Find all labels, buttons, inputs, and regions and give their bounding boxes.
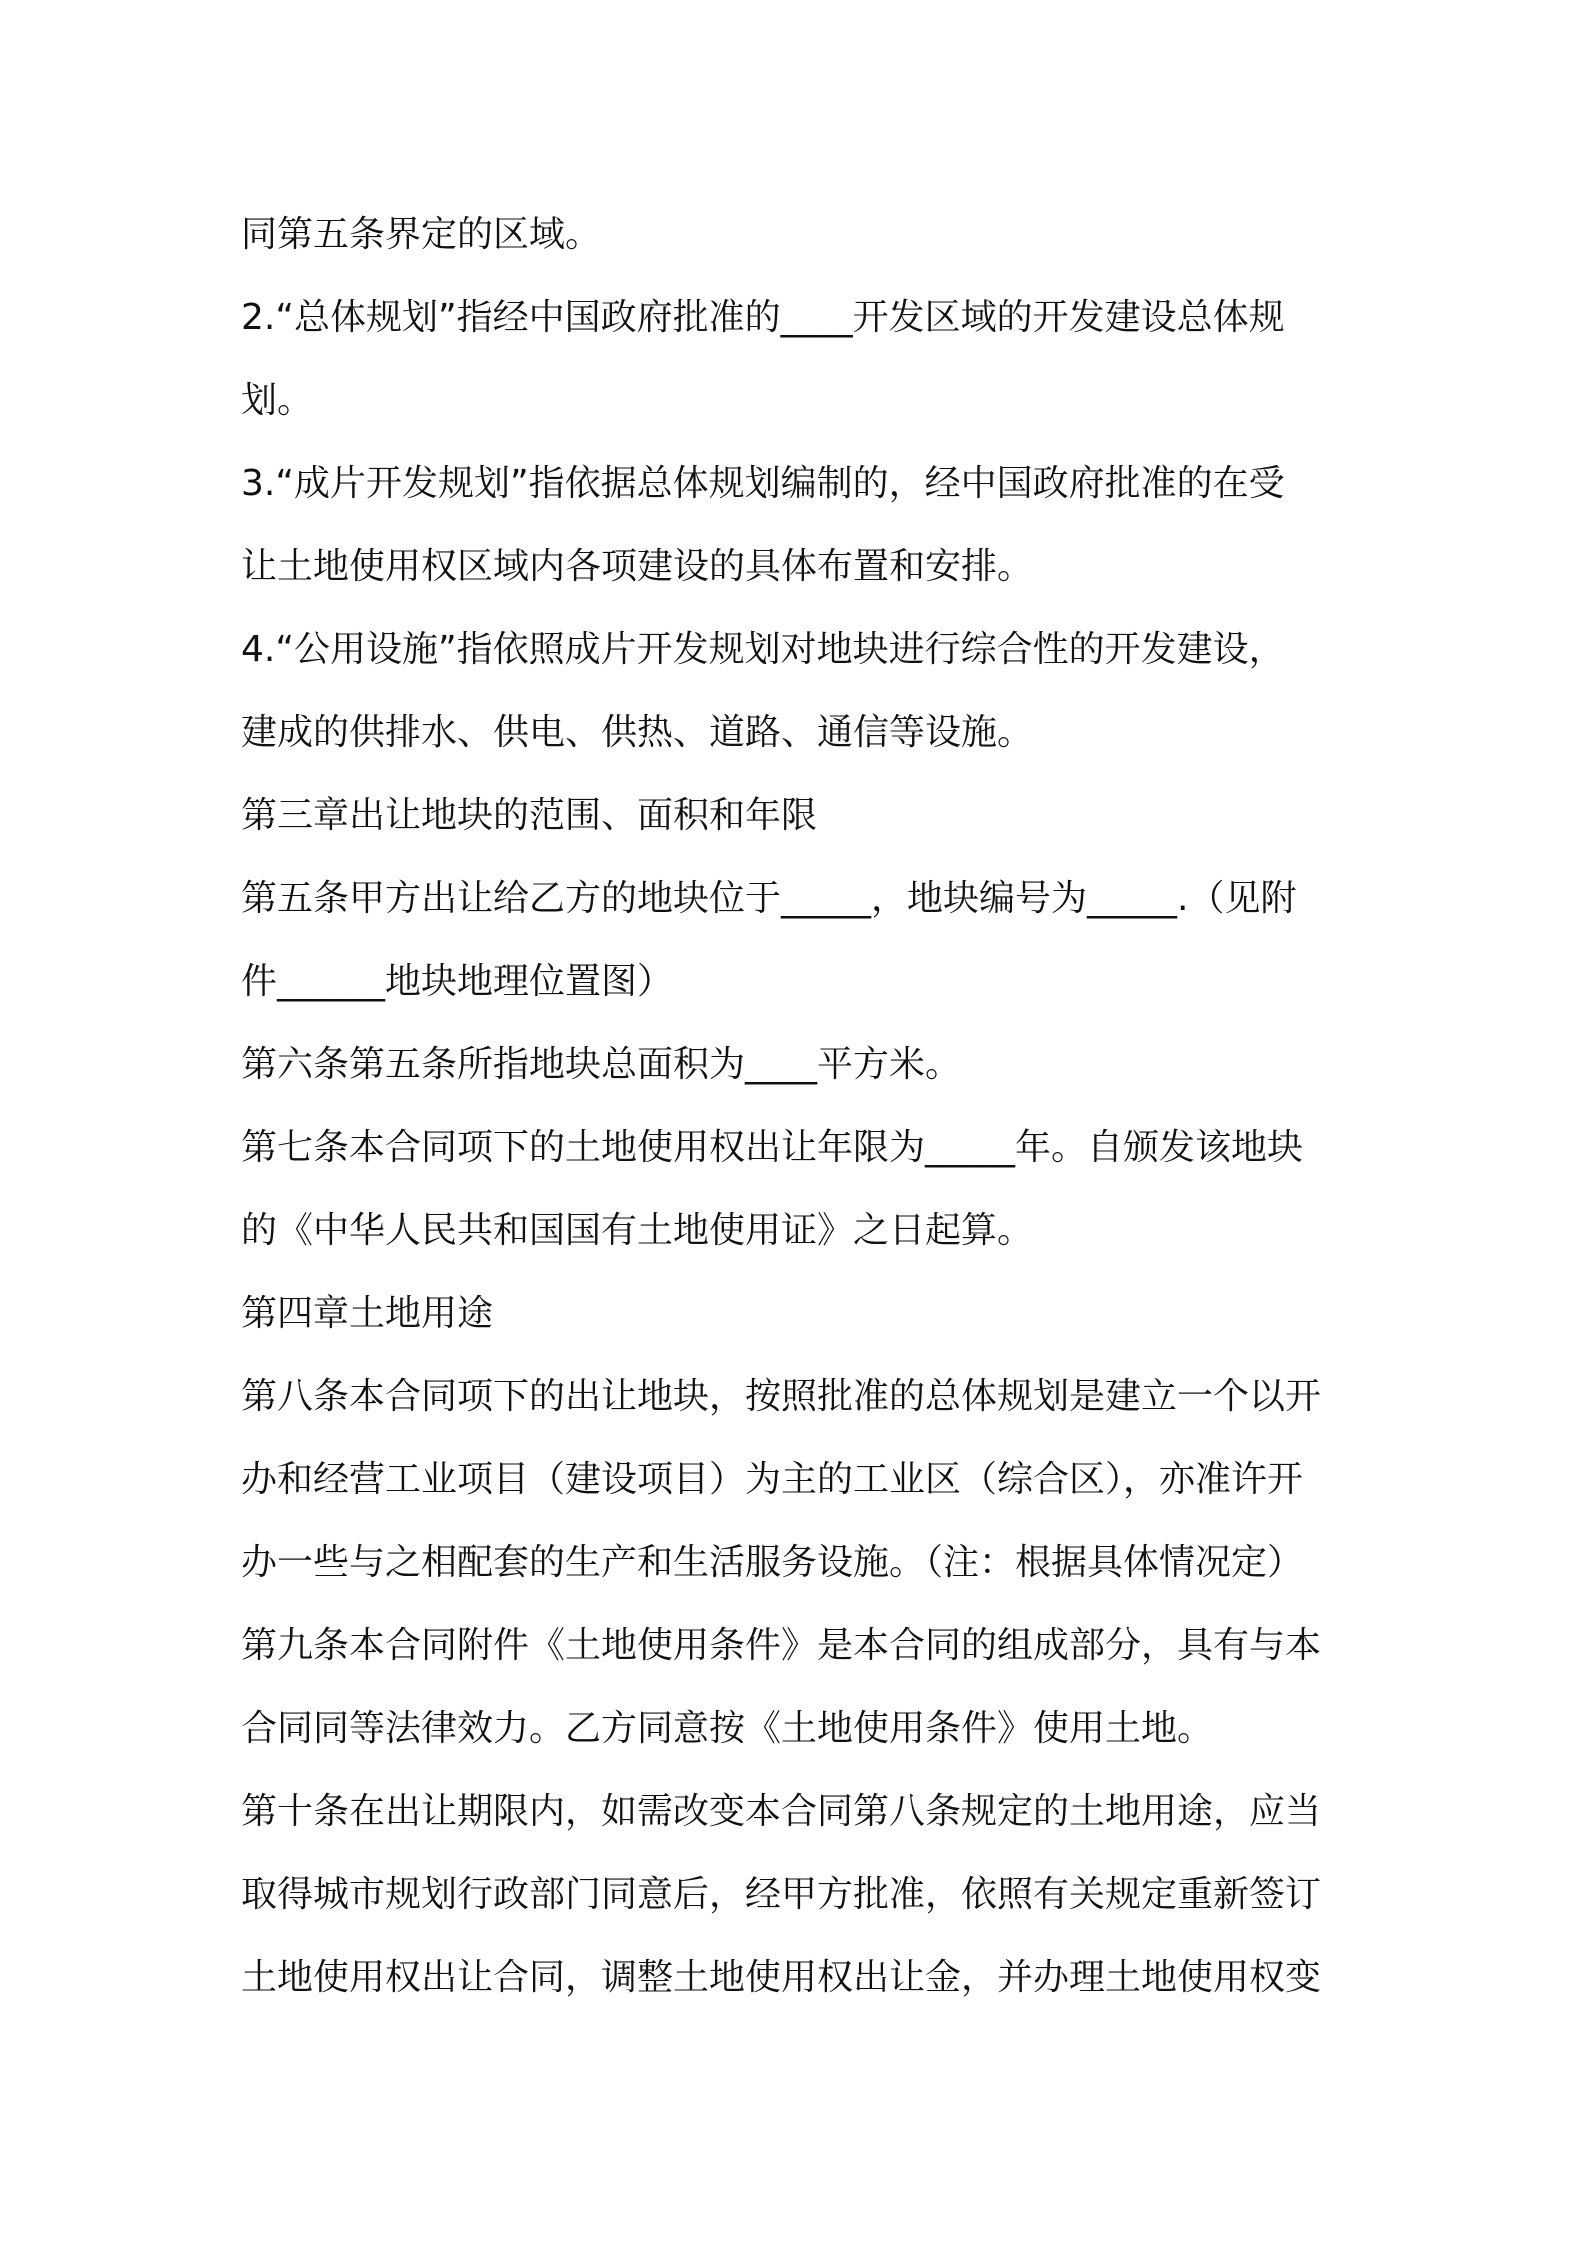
text-line: 的《中华人民共和国国有土地使用证》之日起算。 bbox=[241, 1210, 1034, 1251]
chapter-heading: 第三章出让地块的范围、面积和年限 bbox=[241, 795, 818, 836]
text-line: 同第五条界定的区域。 bbox=[241, 214, 602, 255]
text-line: 划。 bbox=[241, 380, 314, 421]
text-line: 第六条第五条所指地块总面积为____平方米。 bbox=[241, 1044, 962, 1085]
chapter-heading: 第四章土地用途 bbox=[241, 1293, 494, 1334]
text-line: 2.“总体规划”指经中国政府批准的____开发区域的开发建设总体规 bbox=[241, 297, 1285, 338]
text-line: 第八条本合同项下的出让地块，按照批准的总体规划是建立一个以开 bbox=[241, 1376, 1322, 1417]
text-line: 办和经营工业项目（建设项目）为主的工业区（综合区），亦准许开 bbox=[241, 1459, 1304, 1500]
text-line: 第九条本合同附件《土地使用条件》是本合同的组成部分，具有与本 bbox=[241, 1625, 1322, 1666]
text-line: 办一些与之相配套的生产和生活服务设施。（注：根据具体情况定） bbox=[241, 1542, 1304, 1583]
text-line: 第七条本合同项下的土地使用权出让年限为_____年。自颁发该地块 bbox=[241, 1127, 1304, 1168]
text-line: 件______地块地理位置图） bbox=[241, 961, 674, 1002]
text-line: 第五条甲方出让给乙方的地块位于_____，地块编号为_____.（见附 bbox=[241, 878, 1297, 919]
document-body bbox=[241, 193, 1361, 2019]
text-line: 取得城市规划行政部门同意后，经甲方批准，依照有关规定重新签订 bbox=[241, 1874, 1322, 1915]
text-line: 第十条在出让期限内，如需改变本合同第八条规定的土地用途，应当 bbox=[241, 1791, 1322, 1832]
text-line: 让土地使用权区域内各项建设的具体布置和安排。 bbox=[241, 546, 1034, 587]
text-line: 土地使用权出让合同，调整土地使用权出让金，并办理土地使用权变 bbox=[241, 1957, 1322, 1998]
text-line: 4.“公用设施”指依照成片开发规划对地块进行综合性的开发建设， bbox=[241, 629, 1285, 670]
text-line: 建成的供排水、供电、供热、道路、通信等设施。 bbox=[241, 712, 1034, 753]
text-line: 3.“成片开发规划”指依据总体规划编制的，经中国政府批准的在受 bbox=[241, 463, 1285, 504]
text-line: 合同同等法律效力。乙方同意按《土地使用条件》使用土地。 bbox=[241, 1708, 1214, 1749]
